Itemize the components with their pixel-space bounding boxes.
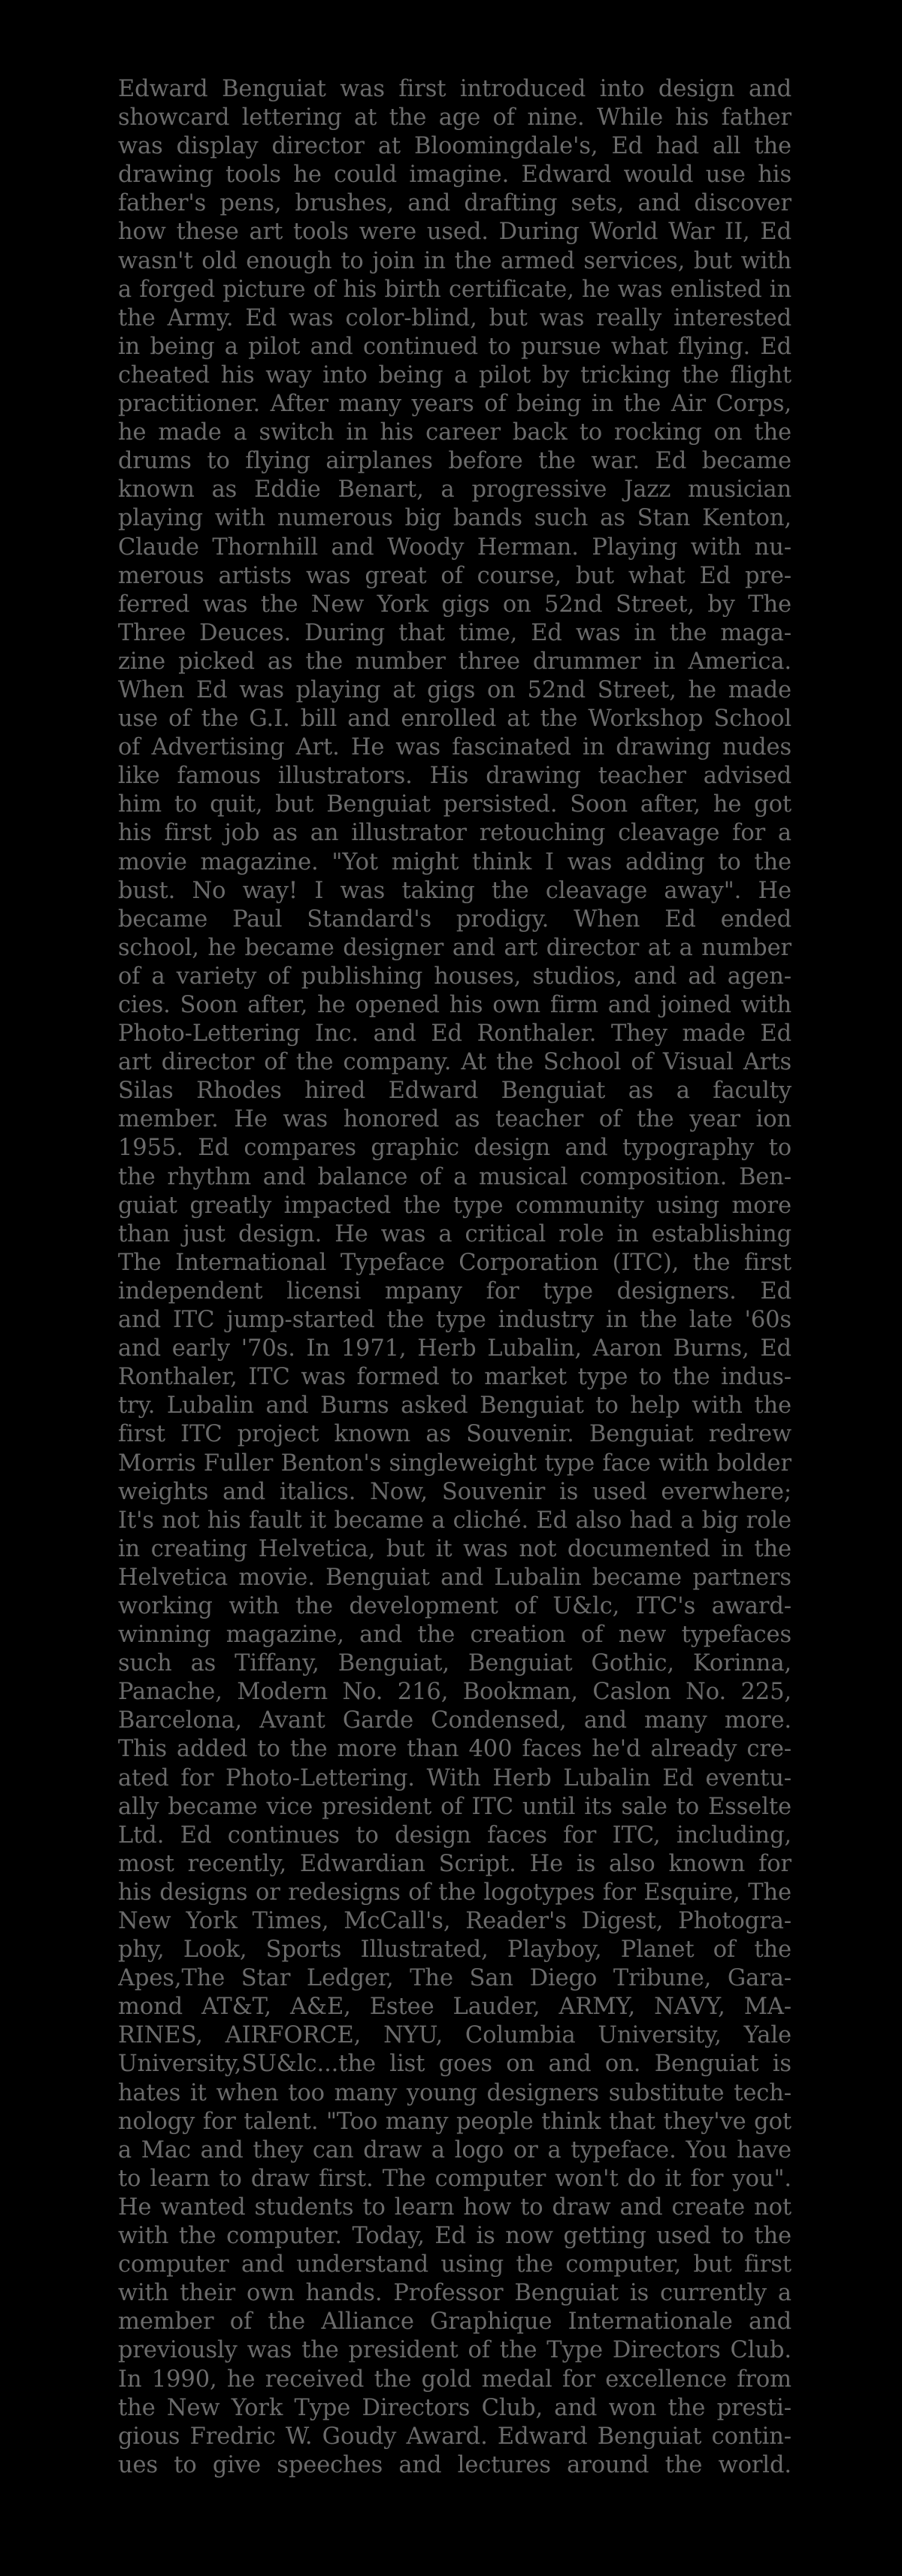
text-line: The International Typeface Corporation (ITC), the first bbox=[118, 1249, 792, 1276]
text-line: was display director at Bloomingdale's, Ed had all the bbox=[118, 133, 792, 160]
text-line: try. Lubalin and Burns asked Benguiat to help with the bbox=[118, 1392, 792, 1420]
text-line: a forged picture of his birth certificate, he was enlisted in bbox=[118, 276, 792, 303]
text-line: It's not his fault it became a cliché. Ed also had a big role bbox=[118, 1507, 792, 1534]
text-line: his first job as an illustrator retouching cleavage for a bbox=[118, 820, 792, 847]
text-line: Edward Benguiat was first introduced into design and bbox=[118, 76, 792, 102]
text-line: father's pens, brushes, and drafting sets, and discover bbox=[118, 190, 792, 217]
text-line: RINES, AIRFORCE, NYU, Columbia University, Yale bbox=[118, 2022, 792, 2049]
text-line: This added to the more than 400 faces he'd already cre- bbox=[118, 1736, 792, 1763]
text-line: him to quit, but Benguiat persisted. Soon after, he got bbox=[118, 791, 792, 818]
text-line: practitioner. After many years of being in the Air Corps, bbox=[118, 391, 792, 418]
text-line: ated for Photo-Lettering. With Herb Lubalin Ed eventu- bbox=[118, 1764, 792, 1791]
text-line: 1955. Ed compares graphic design and typography to bbox=[118, 1135, 792, 1162]
text-line: guiat greatly impacted the type community using more bbox=[118, 1192, 792, 1219]
text-line: most recently, Edwardian Script. He is also known for bbox=[118, 1850, 792, 1877]
text-line: Ronthaler, ITC was formed to market type to the indus- bbox=[118, 1364, 792, 1391]
text-line: previously was the president of the Type Directors Club. bbox=[118, 2337, 792, 2364]
text-line: a Mac and they can draw a logo or a typeface. You have bbox=[118, 2136, 792, 2163]
text-line: became Paul Standard's prodigy. When Ed ended bbox=[118, 906, 792, 933]
text-line: playing with numerous big bands such as Stan Kenton, bbox=[118, 505, 792, 532]
text-line: nology for talent. "Too many people think that they've got bbox=[118, 2108, 792, 2135]
text-line: the rhythm and balance of a musical composition. Ben- bbox=[118, 1163, 792, 1190]
text-line: weights and italics. Now, Souvenir is used everwhere; bbox=[118, 1478, 792, 1505]
text-line: He wanted students to learn how to draw and create not bbox=[118, 2194, 792, 2221]
text-line: Panache, Modern No. 216, Bookman, Caslon No. 225, bbox=[118, 1679, 792, 1706]
text-line: to learn to draw first. The computer won't do it for you". bbox=[118, 2165, 792, 2192]
text-line: independent licensi mpany for type designers. Ed bbox=[118, 1277, 792, 1305]
text-line: Silas Rhodes hired Edward Benguiat as a faculty bbox=[118, 1078, 792, 1105]
text-line: winning magazine, and the creation of new typefaces bbox=[118, 1622, 792, 1649]
text-line: in creating Helvetica, but it was not documented in the bbox=[118, 1535, 792, 1562]
text-line: member. He was honored as teacher of the year ion bbox=[118, 1106, 792, 1133]
text-line: cies. Soon after, he opened his own firm and joined with bbox=[118, 992, 792, 1018]
text-line: showcard lettering at the age of nine. While his father bbox=[118, 104, 792, 132]
text-line: New York Times, McCall's, Reader's Digest, Photogra- bbox=[118, 1908, 792, 1934]
text-line: ally became vice president of ITC until its sale to Esselte bbox=[118, 1793, 792, 1820]
text-line: he made a switch in his career back to rocking on the bbox=[118, 419, 792, 446]
text-line: Barcelona, Avant Garde Condensed, and many more. bbox=[118, 1707, 792, 1734]
article-body bbox=[118, 75, 792, 2480]
text-line: University,SU&lc...the list goes on and on. Benguiat is bbox=[118, 2051, 792, 2078]
text-line: in being a pilot and continued to pursue what flying. Ed bbox=[118, 333, 792, 360]
text-line: ues to give speeches and lectures around the world. bbox=[118, 2451, 792, 2478]
text-line: phy, Look, Sports Illustrated, Playboy, Planet of the bbox=[118, 1937, 792, 1964]
text-line: known as Eddie Benart, a progressive Jazz musician bbox=[118, 476, 792, 503]
text-line: the Army. Ed was color-blind, but was really interested bbox=[118, 304, 792, 331]
text-line: bust. No way! I was taking the cleavage away". He bbox=[118, 877, 792, 904]
text-line: Helvetica movie. Benguiat and Lubalin became partners bbox=[118, 1564, 792, 1591]
text-line: drawing tools he could imagine. Edward would use his bbox=[118, 162, 792, 189]
text-line: with the computer. Today, Ed is now getting used to the bbox=[118, 2223, 792, 2250]
text-line: Three Deuces. During that time, Ed was in the maga- bbox=[118, 619, 792, 646]
text-line: Photo-Lettering Inc. and Ed Ronthaler. They made Ed bbox=[118, 1020, 792, 1048]
text-line: cheated his way into being a pilot by tricking the flight bbox=[118, 361, 792, 389]
text-line: like famous illustrators. His drawing teacher advised bbox=[118, 763, 792, 790]
text-line: such as Tiffany, Benguiat, Benguiat Gothic, Korinna, bbox=[118, 1650, 792, 1677]
text-line: his designs or redesigns of the logotypes for Esquire, The bbox=[118, 1879, 792, 1906]
text-line: gious Fredric W. Goudy Award. Edward Benguiat contin- bbox=[118, 2423, 792, 2450]
text-line: how these art tools were used. During World War II, Ed bbox=[118, 219, 792, 246]
text-line: zine picked as the number three drummer in America. bbox=[118, 648, 792, 675]
text-line: In 1990, he received the gold medal for excellence from bbox=[118, 2366, 792, 2393]
text-line: Claude Thornhill and Woody Herman. Playing with nu- bbox=[118, 534, 792, 561]
text-line: computer and understand using the computer, but first bbox=[118, 2251, 792, 2278]
text-line: working with the development of U&lc, ITC's award- bbox=[118, 1592, 792, 1619]
text-line: Ltd. Ed continues to design faces for ITC, including, bbox=[118, 1822, 792, 1849]
text-line: of a variety of publishing houses, studios, and ad agen- bbox=[118, 963, 792, 990]
text-line: hates it when too many young designers substitute tech- bbox=[118, 2079, 792, 2106]
text-line: wasn't old enough to join in the armed services, but with bbox=[118, 247, 792, 274]
text-line: drums to flying airplanes before the war. Ed became bbox=[118, 448, 792, 475]
text-line: use of the G.I. bill and enrolled at the Workshop School bbox=[118, 706, 792, 733]
text-line: of Advertising Art. He was fascinated in drawing nudes bbox=[118, 734, 792, 761]
text-line: and ITC jump-started the type industry in the late '60s bbox=[118, 1307, 792, 1334]
text-line: with their own hands. Professor Benguiat is currently a bbox=[118, 2280, 792, 2307]
text-line: Apes,The Star Ledger, The San Diego Tribune, Gara- bbox=[118, 1965, 792, 1992]
text-line: the New York Type Directors Club, and won the presti- bbox=[118, 2394, 792, 2421]
text-line: ferred was the New York gigs on 52nd Street, by The bbox=[118, 591, 792, 618]
text-line: school, he became designer and art director at a number bbox=[118, 934, 792, 961]
text-line: mond AT&T, A&E, Estee Lauder, ARMY, NAVY, MA- bbox=[118, 1994, 792, 2021]
text-line: Morris Fuller Benton's singleweight type face with bolder bbox=[118, 1450, 792, 1477]
text-line: merous artists was great of course, but what Ed pre- bbox=[118, 562, 792, 589]
text-line: When Ed was playing at gigs on 52nd Street, he made bbox=[118, 676, 792, 703]
text-line: art director of the company. At the School of Visual Arts bbox=[118, 1049, 792, 1076]
text-line: movie magazine. "Yot might think I was adding to the bbox=[118, 848, 792, 875]
text-line: member of the Alliance Graphique Internationale and bbox=[118, 2308, 792, 2336]
text-line: and early '70s. In 1971, Herb Lubalin, Aaron Burns, Ed bbox=[118, 1335, 792, 1362]
text-line: than just design. He was a critical role in establishing bbox=[118, 1220, 792, 1247]
text-line: first ITC project known as Souvenir. Benguiat redrew bbox=[118, 1421, 792, 1448]
